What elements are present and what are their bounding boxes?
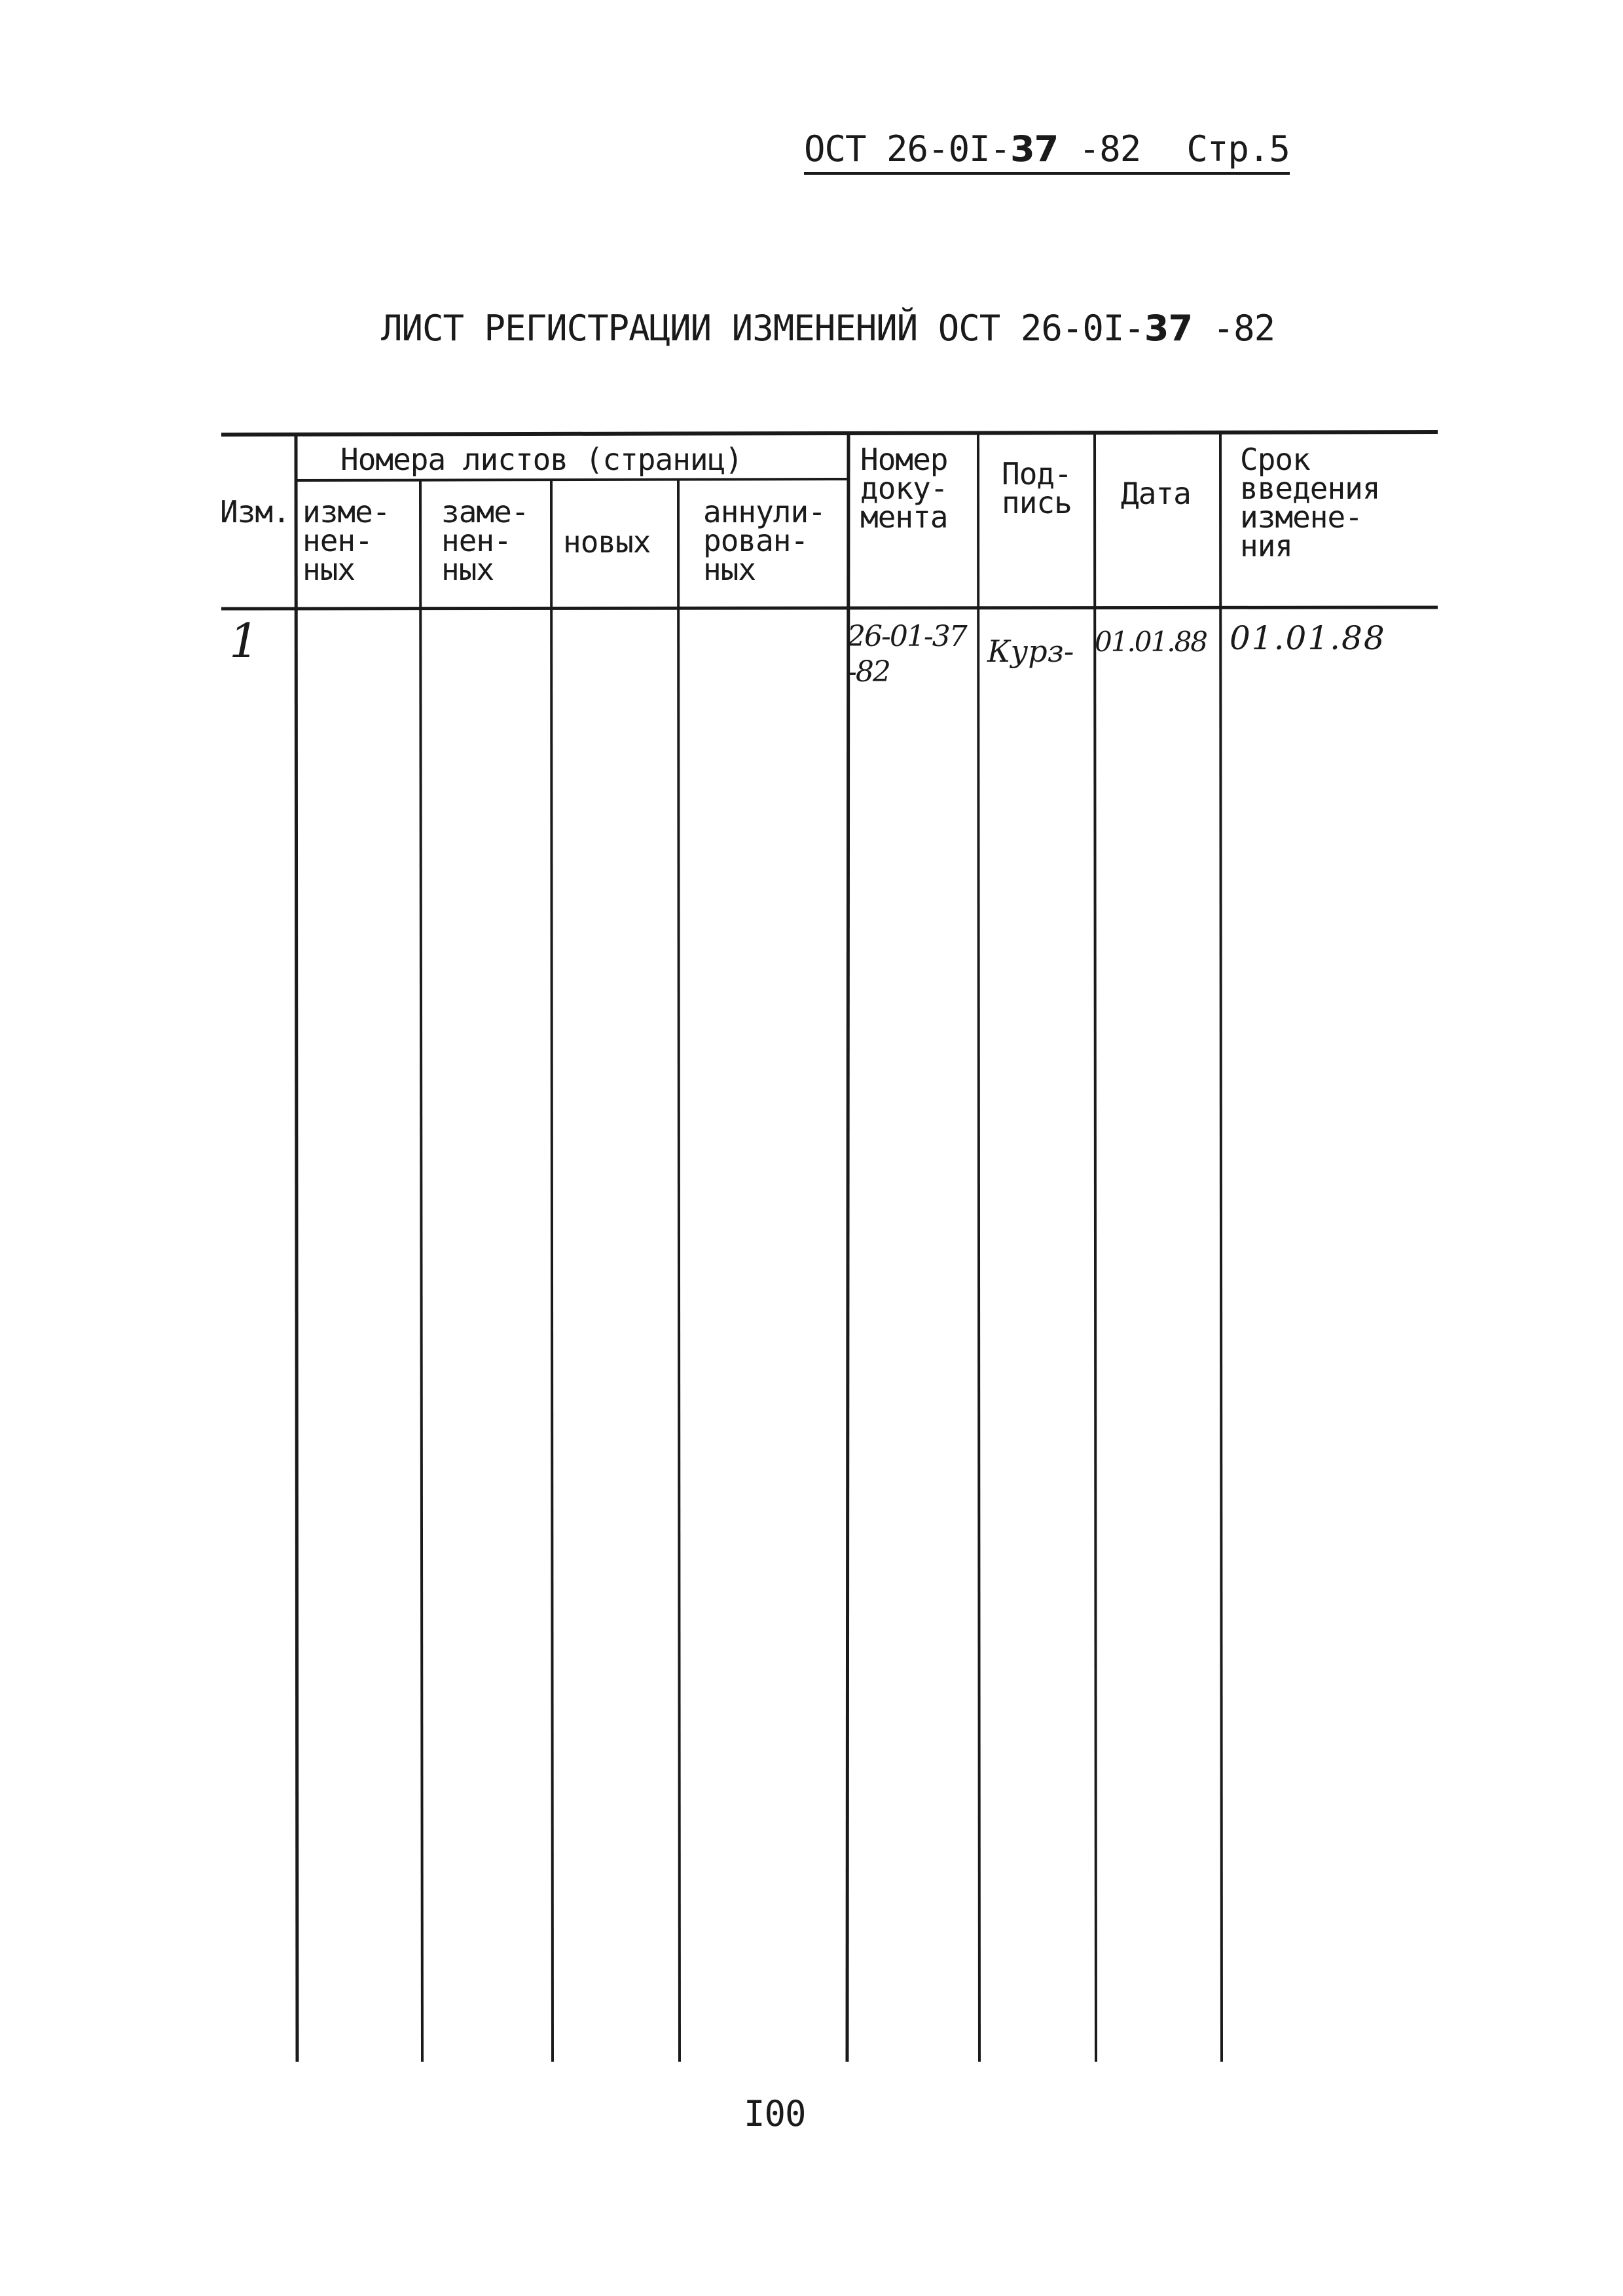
- col-header-changed: изме- нен- ных: [302, 494, 390, 587]
- col-line-4: [678, 480, 680, 2062]
- doc-code-suffix: -82: [1058, 128, 1141, 170]
- table-top-rule: [221, 432, 1438, 435]
- col-header-annulled: аннули- рован- ных: [703, 494, 826, 587]
- cell-date: 01.01.88: [1095, 626, 1207, 658]
- doc-code-number: 37: [1010, 128, 1059, 170]
- page-title-number: 37: [1144, 308, 1193, 349]
- col-line-3: [551, 480, 553, 2062]
- col-header-new: новых: [563, 524, 651, 560]
- cell-effective-date: 01.01.88: [1230, 619, 1386, 657]
- col-line-7: [1095, 433, 1096, 2062]
- table-header-rule: [221, 607, 1438, 609]
- cell-signature: Курз-: [987, 634, 1074, 669]
- page-title-suffix: -82: [1192, 308, 1275, 349]
- col-line-1: [296, 435, 297, 2062]
- doc-code-prefix: ОСТ 26-0I-: [804, 128, 1011, 170]
- col-header-doc-number: Номер доку- мента: [860, 442, 948, 535]
- col-line-6: [978, 433, 979, 2062]
- col-header-date: Дата: [1121, 476, 1191, 511]
- page-title-prefix: ЛИСТ РЕГИСТРАЦИИ ИЗМЕНЕНИЙ ОСТ 26-0I-: [381, 308, 1144, 349]
- sheet-group-underline: [296, 479, 848, 480]
- col-header-replaced: заме- нен- ных: [441, 494, 529, 587]
- cell-izm: 1: [229, 613, 259, 668]
- col-header-izm: Изм.: [220, 494, 290, 529]
- col-header-sheet-numbers: Номера листов (страниц): [340, 442, 742, 477]
- page-label: Стр.5: [1186, 128, 1290, 170]
- page-number: I00: [744, 2093, 806, 2134]
- col-header-effective-date: Срок введения измене- ния: [1240, 442, 1380, 564]
- cell-doc-number: 26-01-37 -82: [847, 620, 966, 689]
- col-line-2: [420, 480, 422, 2062]
- col-line-8: [1220, 433, 1222, 2062]
- col-header-signature: Под- пись: [1002, 456, 1072, 520]
